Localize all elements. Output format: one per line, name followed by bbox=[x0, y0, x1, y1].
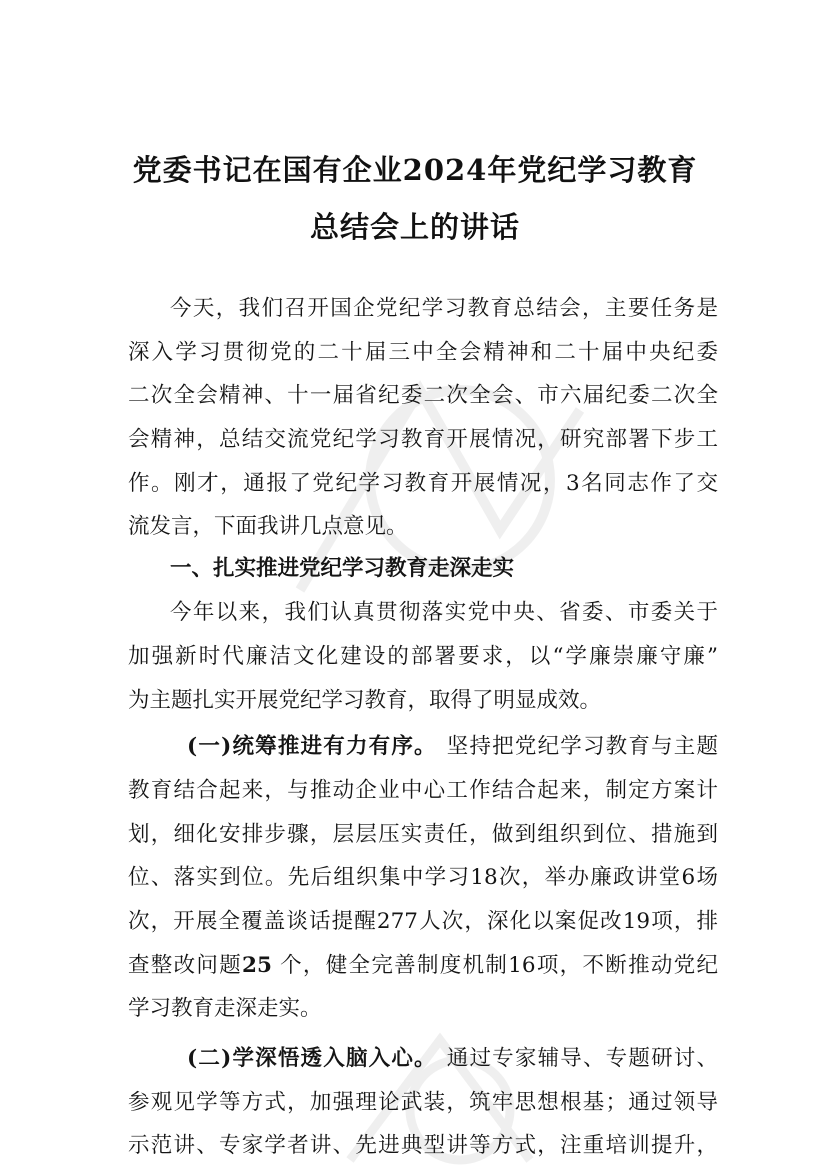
document-title-line2: 总结会上的讲话 bbox=[309, 210, 520, 244]
text-run: 个，健全完善制度机制16项，不断推动党纪 bbox=[271, 953, 718, 978]
bold-number: 25 bbox=[242, 953, 272, 978]
text-run: 查整改问题 bbox=[128, 953, 243, 978]
document-title-line1: 党委书记在国有企业2024年党纪学习教育 bbox=[132, 153, 698, 187]
subsection-first-line bbox=[187, 1044, 718, 1074]
paragraph-line: 会精神，总结交流党纪学习教育开展情况，研究部署下步工 bbox=[128, 427, 718, 452]
paragraph-line: 示范讲、专家学者讲、先进典型讲等方式，注重培训提升， bbox=[128, 1133, 718, 1158]
paragraph-line: 位、落实到位。先后组织集中学习18次，举办廉政讲堂6场 bbox=[128, 865, 718, 890]
paragraph-line: 作。刚才，通报了党纪学习教育开展情况，3名同志作了交 bbox=[128, 471, 718, 496]
paragraph-line: 次，开展全覆盖谈话提醒277人次，深化以案促改19项，排 bbox=[128, 909, 718, 934]
paragraph-line: 教育结合起来，与推动企业中心工作结合起来，制定方案计 bbox=[128, 778, 718, 803]
paragraph-line: 流发言，下面我讲几点意见。 bbox=[128, 514, 408, 539]
paragraph-line: 为主题扎实开展党纪学习教育，取得了明显成效。 bbox=[128, 688, 602, 713]
paragraph-line: 今天，我们召开国企党纪学习教育总结会，主要任务是 bbox=[170, 296, 718, 321]
paragraph-line: 今年以来，我们认真贯彻落实党中央、省委、市委关于 bbox=[170, 600, 718, 625]
subsection-text: 通过专家辅导、专题研讨、 bbox=[446, 1046, 718, 1071]
paragraph-line: 划，细化安排步骤，层层压实责任，做到组织到位、措施到 bbox=[128, 822, 718, 847]
paragraph-line: 学习教育走深走实。 bbox=[128, 996, 322, 1021]
subsection-label: (一)统筹推进有力有序。 bbox=[187, 734, 437, 759]
paragraph-line: 参观见学等方式，加强理论武装，筑牢思想根基；通过领导 bbox=[128, 1090, 718, 1115]
paragraph-line: 二次全会精神、十一届省纪委二次全会、市六届纪委二次全 bbox=[128, 383, 718, 408]
paragraph-line-mixed bbox=[128, 951, 718, 981]
section-heading: 一、扎实推进党纪学习教育走深走实 bbox=[170, 556, 515, 581]
subsection-label: (二)学深悟透入脑入心。 bbox=[187, 1046, 437, 1071]
subsection-text: 坚持把党纪学习教育与主题 bbox=[446, 734, 718, 759]
subsection-first-line bbox=[187, 732, 718, 762]
paragraph-line: 加强新时代廉洁文化建设的部署要求，以“学廉崇廉守廉” bbox=[128, 644, 718, 669]
paragraph-line: 深入学习贯彻党的二十届三中全会精神和二十届中央纪委 bbox=[128, 340, 718, 365]
